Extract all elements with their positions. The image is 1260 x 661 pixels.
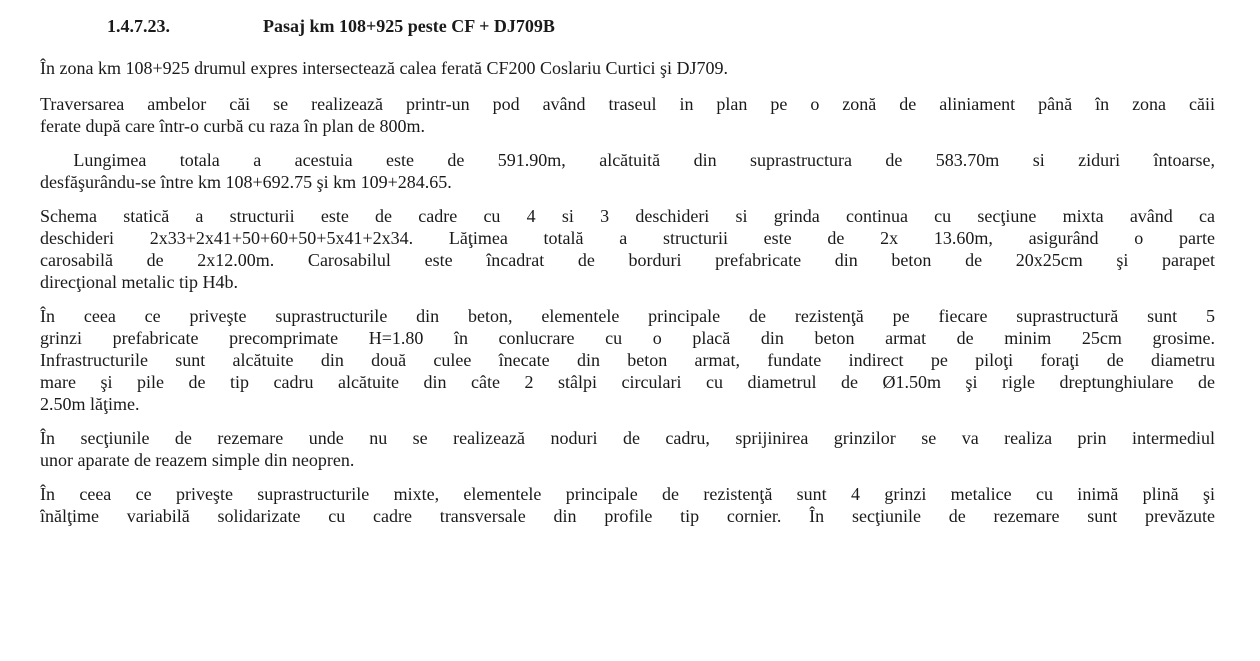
paragraph-line: mare şi pile de tip cadru alcătuite din câte 2 stâlpi circulari cu diametrul de Ø1.50m şi rigle dreptunghiulare de [40, 372, 1215, 392]
paragraph-line: carosabilă de 2x12.00m. Carosabilul este încadrat de borduri prefabricate din beton de 20x25cm şi parapet [40, 250, 1215, 270]
section-heading [107, 14, 555, 38]
paragraph-line: direcţional metalic tip H4b. [40, 272, 238, 292]
paragraph-line: grinzi prefabricate precomprimate H=1.80 în conlucrare cu o placă din beton armat de minim 25cm grosime. [40, 328, 1215, 348]
paragraph-line: Schema statică a structurii este de cadre cu 4 si 3 deschideri si grinda continua cu secţiune mixta având ca [40, 206, 1215, 226]
paragraph-line: înălţime variabilă solidarizate cu cadre transversale din profile tip cornier. În secţiunile de rezemare sunt prevăzute [40, 506, 1215, 526]
paragraph-line: Infrastructurile sunt alcătuite din două culee înecate din beton armat, fundate indirect pe piloţi foraţi de diametru [40, 350, 1215, 370]
paragraph-line: Lungimea totala a acestuia este de 591.90m, alcătuită din suprastructura de 583.70m si ziduri întoarse, [40, 150, 1215, 170]
paragraph-line: În ceea ce priveşte suprastructurile mixte, elementele principale de rezistenţă sunt 4 grinzi metalice cu inimă plină şi [40, 484, 1215, 504]
paragraph-line: unor aparate de reazem simple din neopren. [40, 450, 355, 470]
paragraph-line: În secţiunile de rezemare unde nu se realizează noduri de cadru, sprijinirea grinzilor se va realiza prin intermediul [40, 428, 1215, 448]
section-title: Pasaj km 108+925 peste CF + DJ709B [263, 16, 555, 36]
paragraph-line: În ceea ce priveşte suprastructurile din beton, elementele principale de rezistenţă pe fiecare suprastructură sunt 5 [40, 306, 1215, 326]
paragraph-mixed-superstructures [40, 483, 1215, 527]
paragraph-line: Traversarea ambelor căi se realizează printr-un pod având traseul in plan pe o zonă de aliniament până în zona căii [40, 94, 1215, 114]
paragraph-line: În zona km 108+925 drumul expres intersectează calea ferată CF200 Coslariu Curtici şi DJ709. [40, 58, 728, 78]
paragraph-line: deschideri 2x33+2x41+50+60+50+5x41+2x34. Lăţimea totală a structurii este de 2x 13.60m, asigurând o parte [40, 228, 1215, 248]
paragraph-support-sections [40, 427, 1215, 471]
paragraph-line: ferate după care într-o curbă cu raza în plan de 800m. [40, 116, 425, 136]
paragraph-line: 2.50m lăţime. [40, 394, 140, 414]
cut-off-text-line [40, 0, 560, 4]
document-body [40, 57, 1215, 539]
paragraph-intersection [40, 57, 1215, 79]
paragraph-static-scheme [40, 205, 1215, 293]
paragraph-line: desfăşurându-se între km 108+692.75 şi km 109+284.65. [40, 172, 452, 192]
paragraph-crossing [40, 93, 1215, 137]
paragraph-concrete-superstructures [40, 305, 1215, 415]
paragraph-length [40, 149, 1215, 193]
section-number: 1.4.7.23. [107, 16, 170, 36]
